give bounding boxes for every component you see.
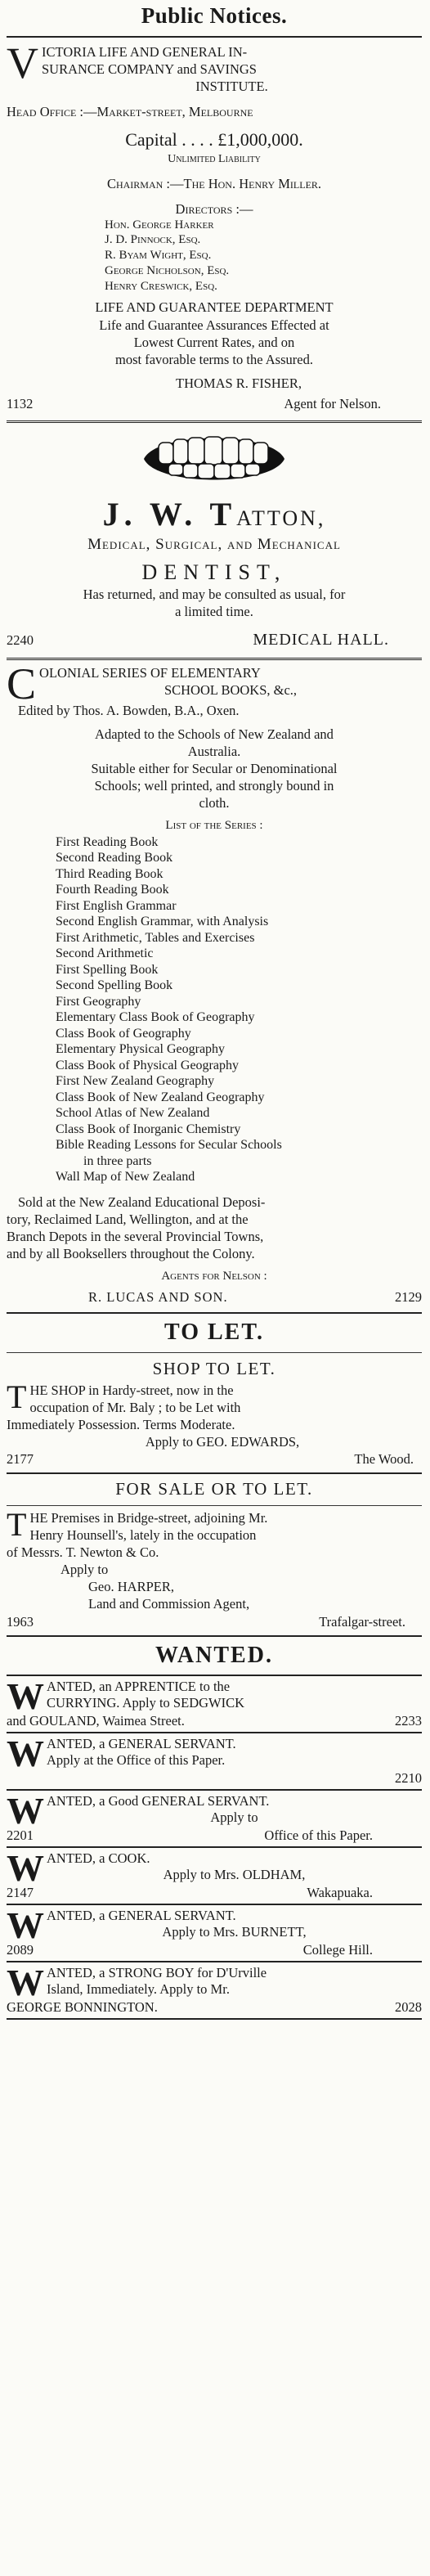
for-sale-heading: FOR SALE OR TO LET. (115, 1479, 313, 1499)
ad-footer (7, 1999, 422, 2016)
suitable: Schools; well printed, and strongly bound in (94, 778, 334, 794)
list-item: Elementary Class Book of Geography (56, 1010, 255, 1025)
divider (7, 1312, 422, 1314)
dentist-heading: DENTIST, (141, 560, 287, 584)
sold-text: Sold at the New Zealand Educational Deposi- (18, 1194, 266, 1210)
list-item: Wall Map of New Zealand (56, 1170, 195, 1185)
ad-line: CURRYING. Apply to SEDGWICK (47, 1694, 245, 1711)
ad-line: ANTED, a Good GENERAL SERVANT. (47, 1792, 270, 1809)
suitable: cloth. (199, 795, 230, 811)
ad-number: 2210 (395, 1769, 422, 1786)
ad-line: Apply to Mrs. OLDHAM, (163, 1867, 306, 1883)
ad-line: GEORGE BONNINGTON. (7, 1999, 158, 2016)
ad-footer (7, 1450, 422, 1468)
department-text: most favorable terms to the Assured. (115, 351, 313, 367)
ad-line: ANTED, a COOK. (47, 1850, 150, 1867)
ad-number: 2201 (7, 1827, 34, 1843)
ad-line: ANTED, a GENERAL SERVANT. (47, 1735, 236, 1751)
dropcap: T (7, 1505, 27, 1543)
wanted-ad (7, 1962, 422, 2016)
list-item: Second Arithmetic (56, 946, 154, 961)
ad-place: The Wood. (354, 1450, 414, 1467)
dropcap: W (7, 1847, 44, 1890)
ad-line: OLONIAL SERIES OF ELEMENTARY (39, 664, 261, 681)
agents-label: Agents for Nelson : (161, 1270, 267, 1284)
divider (7, 1846, 422, 1848)
list-item: Second Reading Book (56, 851, 173, 865)
dropcap: C (7, 659, 37, 708)
tatton-dentist-ad (7, 429, 422, 651)
ad-number: 2177 (7, 1450, 34, 1467)
ad-number: 1132 (7, 396, 34, 412)
wanted-ad (7, 1789, 422, 1844)
divider (7, 1904, 422, 1905)
list-item: Class Book of Physical Geography (56, 1058, 239, 1072)
divider (7, 1961, 422, 1962)
sold-text: tory, Reclaimed Land, Wellington, and at the (7, 1212, 249, 1227)
list-item: First English Grammar (56, 898, 177, 913)
list-item: Class Book of Geography (56, 1026, 191, 1041)
dentist-text: Has returned, and may be consulted as usual, for (83, 586, 346, 602)
head-office: Head Office :—Market-street, Melbourne (7, 104, 253, 120)
shop-heading: SHOP TO LET. (152, 1358, 276, 1378)
page-title: Public Notices. (141, 3, 288, 28)
divider (7, 36, 422, 38)
ad-line: Wakapuaka. (307, 1885, 373, 1901)
series-label: List of the Series : (165, 819, 263, 833)
dentist-location: MEDICAL HALL. (253, 631, 389, 650)
ad-line: SCHOOL BOOKS, &c., (163, 681, 298, 698)
series-list (7, 834, 422, 1185)
dropcap: T (7, 1378, 27, 1415)
list-item: First Geography (56, 994, 141, 1009)
department-text: Lowest Current Rates, and on (133, 334, 295, 350)
ad-footer (7, 1827, 422, 1844)
divider (7, 658, 422, 660)
list-item: Elementary Physical Geography (56, 1042, 226, 1057)
ad-line: Apply at the Office of this Paper. (47, 1751, 226, 1768)
ad-footer (7, 630, 422, 651)
directors-list (7, 218, 422, 294)
apply-to: Apply to (60, 1562, 109, 1578)
ad-line: College Hill. (302, 1942, 373, 1958)
wanted-ad (7, 1675, 422, 1729)
ad-number: 2089 (7, 1942, 34, 1958)
divider (7, 1635, 422, 1637)
dentist-text: a limited time. (175, 604, 253, 619)
ad-line: ANTED, a STRONG BOY for D'Urville (47, 1965, 267, 1981)
ad-line: Immediately Possession. Terms Moderate. (7, 1416, 235, 1432)
list-item: First Arithmetic, Tables and Exercises (56, 930, 255, 945)
dentist-subtitle: Medical, Surgical, and Mechanical (87, 536, 341, 554)
sold-text: and by all Booksellers throughout the Colony. (7, 1246, 255, 1262)
adapted: Australia. (187, 743, 241, 759)
dropcap: W (7, 1962, 44, 2004)
director: George Nicholson, Esq. (105, 263, 230, 277)
divider (7, 1472, 422, 1474)
ad-line: and GOULAND, Waimea Street. (7, 1712, 185, 1729)
wanted-ad (7, 1847, 422, 1901)
ad-number: 1963 (7, 1613, 34, 1630)
apply-to: Apply to GEO. EDWARDS, (145, 1433, 300, 1450)
dropcap: W (7, 1675, 44, 1717)
list-item: Third Reading Book (56, 866, 163, 881)
dropcap: W (7, 1789, 44, 1832)
director: Hon. George Harker (105, 218, 214, 232)
ad-line: HE Premises in Bridge-street, adjoining Mr. (29, 1509, 268, 1526)
ad-line: SURANCE COMPANY and SAVINGS (42, 61, 257, 78)
ad-line: ANTED, a GENERAL SERVANT. (47, 1908, 236, 1924)
wanted-heading: WANTED. (155, 1642, 273, 1668)
ad-footer (7, 1288, 422, 1306)
director: R. Byam Wight, Esq. (105, 249, 212, 263)
ad-line: INSTITUTE. (195, 79, 268, 95)
department-heading: LIFE AND GUARANTEE DEPARTMENT (95, 299, 334, 316)
ad-footer (7, 1613, 422, 1630)
divider (7, 420, 422, 423)
ad-line: Henry Hounsell's, lately in the occupation (29, 1527, 257, 1544)
list-item: Second English Grammar, with Analysis (56, 915, 269, 929)
list-item: Class Book of Inorganic Chemistry (56, 1122, 241, 1136)
directors-label: Directors :— (175, 200, 253, 217)
dentist-name: J. W. TATTON, (102, 496, 326, 533)
edited-by: Edited by Thos. A. Bowden, B.A., Oxen. (18, 702, 240, 718)
agent-name: THOMAS R. FISHER, (175, 375, 302, 391)
ad-line: Office of this Paper. (264, 1827, 373, 1843)
divider (7, 2018, 422, 2020)
wanted-ad (7, 1732, 422, 1787)
dropcap: W (7, 1904, 44, 1947)
sold-text: Branch Depots in the several Provincial Towns, (7, 1229, 264, 1245)
to-let-heading: TO LET. (164, 1319, 264, 1345)
victoria-insurance-ad (7, 40, 422, 412)
ad-footer (7, 395, 422, 412)
ad-number: 2233 (395, 1712, 422, 1729)
department-text: Life and Guarantee Assurances Effected at (99, 317, 329, 333)
ad-line: Apply to Mrs. BURNETT, (162, 1924, 307, 1940)
agent-role: Land and Commission Agent, (88, 1596, 250, 1612)
list-item: Second Spelling Book (56, 978, 173, 993)
director: J. D. Pinnock, Esq. (105, 233, 201, 247)
capital: Capital . . . . £1,000,000. (125, 129, 303, 151)
ad-line: ICTORIA LIFE AND GENERAL IN- (42, 44, 248, 60)
ad-line: Apply to (210, 1809, 258, 1826)
teeth-illustration-icon (141, 429, 288, 490)
ad-line: ANTED, an APPRENTICE to the (47, 1678, 231, 1694)
liability: Unlimited Liability (168, 152, 261, 165)
list-item: Fourth Reading Book (56, 883, 169, 897)
ad-number: 2147 (7, 1885, 34, 1901)
dropcap: V (7, 38, 38, 88)
agent-role: Agent for Nelson. (284, 396, 381, 412)
list-item: School Atlas of New Zealand (56, 1106, 210, 1121)
divider (7, 1732, 422, 1733)
ad-number: 2028 (395, 1999, 422, 2016)
list-item: First New Zealand Geography (56, 1074, 215, 1089)
shop-to-let-ad (7, 1356, 422, 1468)
adapted: Adapted to the Schools of New Zealand and (95, 726, 334, 742)
dropcap: W (7, 1732, 44, 1774)
list-item: Bible Reading Lessons for Secular Schools (56, 1138, 282, 1153)
for-sale-ad (7, 1477, 422, 1630)
list-item: First Reading Book (56, 834, 159, 849)
ad-number: 2240 (7, 632, 34, 649)
director: Henry Creswick, Esq. (105, 279, 217, 293)
ad-footer (7, 1942, 422, 1958)
ad-line: HE SHOP in Hardy-street, now in the (29, 1382, 234, 1398)
chairman: Chairman :—The Hon. Henry Miller. (106, 175, 322, 191)
wanted-ad (7, 1904, 422, 1958)
ad-line: Island, Immediately. Apply to Mr. (47, 1981, 230, 1998)
divider (7, 1352, 422, 1353)
ad-footer (7, 1713, 422, 1729)
agent-name: Geo. HARPER, (88, 1579, 174, 1595)
ad-number: 2129 (395, 1288, 422, 1305)
divider (7, 1789, 422, 1791)
ad-place: Trafalgar-street. (319, 1613, 405, 1630)
divider (7, 1675, 422, 1676)
ad-line: occupation of Mr. Baly ; to be Let with (29, 1399, 241, 1415)
divider (7, 1505, 422, 1506)
colonial-books-ad (7, 659, 422, 1306)
list-item: First Spelling Book (56, 962, 159, 977)
agents-name: R. LUCAS AND SON. (88, 1288, 228, 1305)
ad-footer (7, 1885, 422, 1901)
list-item: Class Book of New Zealand Geography (56, 1090, 265, 1104)
list-item: in three parts (83, 1153, 152, 1168)
suitable: Suitable either for Secular or Denominational (91, 761, 338, 777)
ad-line: of Messrs. T. Newton & Co. (7, 1544, 159, 1561)
